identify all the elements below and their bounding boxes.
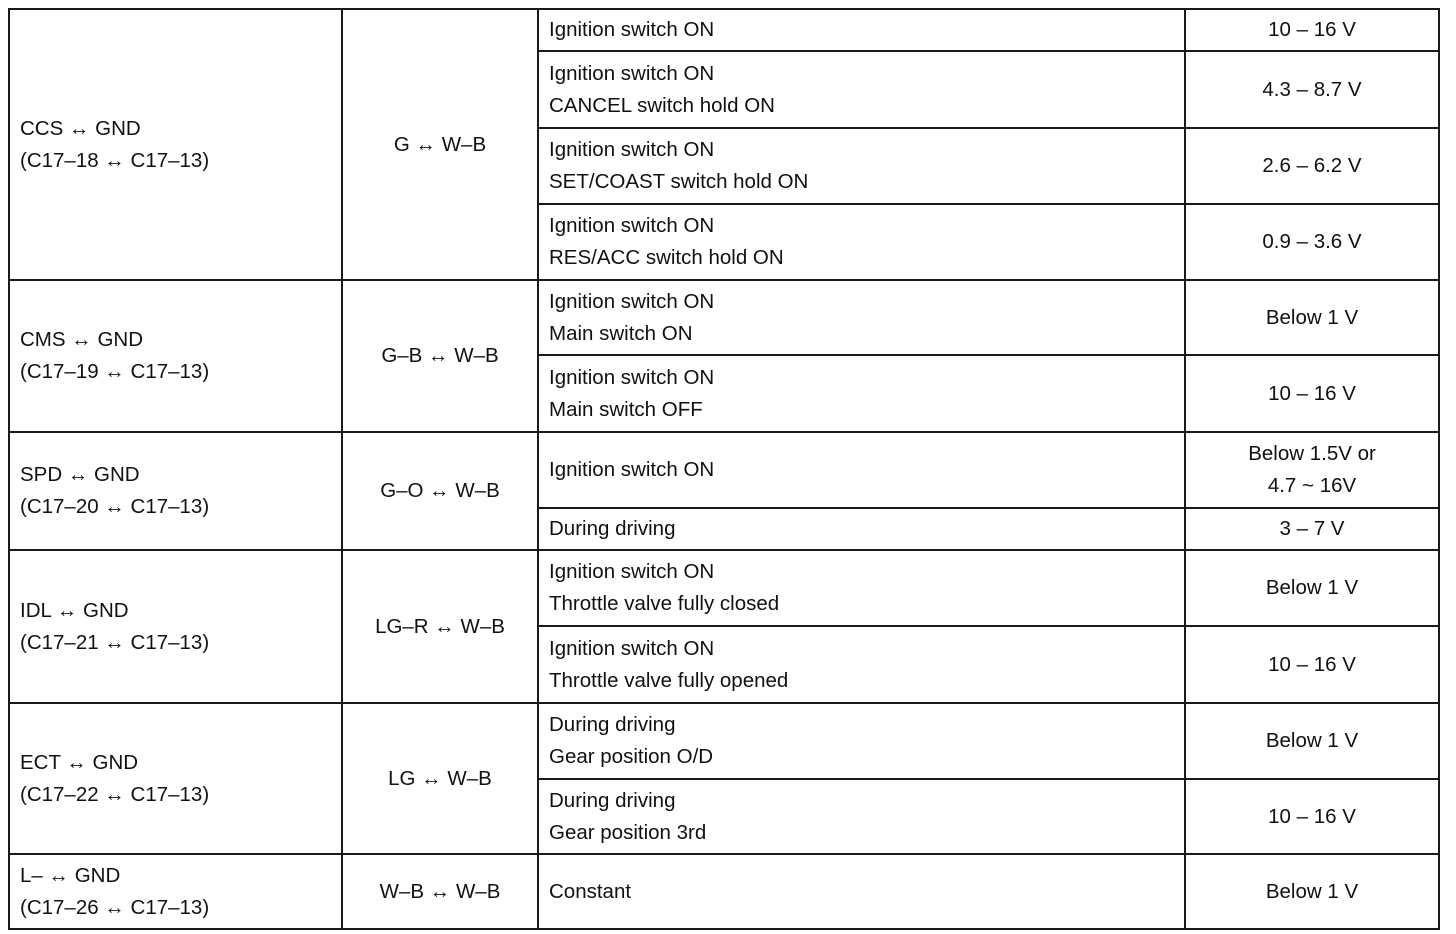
spec-cell xyxy=(1185,355,1439,432)
condition-line: Main switch OFF xyxy=(549,397,703,421)
condition-cell xyxy=(538,204,1185,280)
condition-line: During driving xyxy=(549,788,676,812)
connector-pins: (C17–21 ↔ C17–13) xyxy=(20,630,210,654)
condition-line: Ignition switch ON xyxy=(549,138,715,161)
spec-cell xyxy=(1185,51,1439,128)
spec-value: 10 – 16 V xyxy=(1268,381,1356,405)
spec-value: Below 1 V xyxy=(1265,305,1359,329)
condition-line: Ignition switch ON xyxy=(549,61,715,85)
table-row xyxy=(9,703,1439,779)
spec-cell xyxy=(1185,9,1439,51)
wire-color-cell: G ↔ W–B xyxy=(342,9,538,280)
connector-pins: (C17–20 ↔ C17–13) xyxy=(20,495,210,518)
spec-value: Below 1.5V or xyxy=(1248,442,1376,465)
terminal-voltage-table xyxy=(8,8,1440,930)
condition-line: Gear position 3rd xyxy=(549,820,707,844)
condition-line: Ignition switch ON xyxy=(549,458,715,481)
connector-pins: (C17–26 ↔ C17–13) xyxy=(20,895,210,919)
connector-pins: (C17–22 ↔ C17–13) xyxy=(20,782,210,806)
spec-cell xyxy=(1185,204,1439,280)
spec-cell xyxy=(1185,550,1439,626)
condition-line: Throttle valve fully opened xyxy=(549,668,789,692)
terminal-name: SPD ↔ GND xyxy=(20,463,140,486)
terminal-cell xyxy=(9,280,342,432)
terminal-name: L– ↔ GND xyxy=(20,863,121,887)
condition-cell xyxy=(538,854,1185,929)
terminal-name: ECT ↔ GND xyxy=(20,750,139,774)
condition-line: Ignition switch ON xyxy=(549,289,715,313)
wire-color-cell: G–B ↔ W–B xyxy=(342,280,538,432)
connector-pins: (C17–18 ↔ C17–13) xyxy=(20,148,210,172)
spec-value: 0.9 – 3.6 V xyxy=(1262,230,1362,253)
spec-value: Below 1 V xyxy=(1265,729,1359,752)
condition-line: Ignition switch ON xyxy=(549,636,715,660)
spec-cell xyxy=(1185,128,1439,204)
condition-cell xyxy=(538,51,1185,128)
condition-cell xyxy=(538,9,1185,51)
spec-value: 10 – 16 V xyxy=(1268,652,1356,676)
spec-cell xyxy=(1185,854,1439,929)
terminal-name: CCS ↔ GND xyxy=(20,116,141,140)
condition-line: During driving xyxy=(549,517,676,540)
spec-cell xyxy=(1185,508,1439,550)
condition-cell xyxy=(538,432,1185,508)
condition-cell xyxy=(538,550,1185,626)
condition-line: Throttle valve fully closed xyxy=(549,592,780,615)
condition-cell xyxy=(538,280,1185,355)
terminal-cell xyxy=(9,432,342,550)
wire-color-cell: W–B ↔ W–B xyxy=(342,854,538,929)
table-row xyxy=(9,280,1439,355)
connector-pins: (C17–19 ↔ C17–13) xyxy=(20,360,210,383)
condition-cell xyxy=(538,779,1185,854)
condition-line: Gear position O/D xyxy=(549,745,714,768)
spec-value: 3 – 7 V xyxy=(1279,517,1345,540)
condition-line: During driving xyxy=(549,713,676,736)
spec-value: 2.6 – 6.2 V xyxy=(1262,154,1362,177)
spec-cell xyxy=(1185,779,1439,854)
condition-line: Ignition switch ON xyxy=(549,365,715,389)
spec-value: 4.7 ~ 16V xyxy=(1267,474,1357,497)
condition-line: SET/COAST switch hold ON xyxy=(549,170,809,193)
spec-cell xyxy=(1185,703,1439,779)
condition-line: Constant xyxy=(549,879,632,903)
spec-value: 10 – 16 V xyxy=(1268,804,1356,828)
spec-cell xyxy=(1185,280,1439,355)
condition-line: Ignition switch ON xyxy=(549,560,715,583)
terminal-cell xyxy=(9,9,342,280)
table-row xyxy=(9,432,1439,508)
condition-line: Ignition switch ON xyxy=(549,18,715,41)
table-row xyxy=(9,550,1439,626)
terminal-cell xyxy=(9,550,342,703)
spec-value: 4.3 – 8.7 V xyxy=(1262,77,1362,101)
condition-cell xyxy=(538,128,1185,204)
condition-line: CANCEL switch hold ON xyxy=(549,93,775,117)
wire-color-cell: LG ↔ W–B xyxy=(342,703,538,854)
spec-value: 10 – 16 V xyxy=(1268,18,1356,41)
wire-color-cell: LG–R ↔ W–B xyxy=(342,550,538,703)
spec-value: Below 1 V xyxy=(1265,576,1359,599)
condition-cell xyxy=(538,355,1185,432)
wire-color-cell: G–O ↔ W–B xyxy=(342,432,538,550)
condition-line: Ignition switch ON xyxy=(549,214,715,237)
table-row xyxy=(9,9,1439,51)
condition-cell xyxy=(538,626,1185,703)
terminal-cell xyxy=(9,854,342,929)
condition-cell xyxy=(538,703,1185,779)
condition-cell xyxy=(538,508,1185,550)
condition-line: RES/ACC switch hold ON xyxy=(549,246,784,269)
terminal-name: CMS ↔ GND xyxy=(20,328,143,351)
spec-cell xyxy=(1185,432,1439,508)
table-row xyxy=(9,854,1439,929)
terminal-name: IDL ↔ GND xyxy=(20,598,129,622)
spec-cell xyxy=(1185,626,1439,703)
condition-line: Main switch ON xyxy=(549,321,693,345)
terminal-cell xyxy=(9,703,342,854)
spec-value: Below 1 V xyxy=(1265,879,1359,903)
